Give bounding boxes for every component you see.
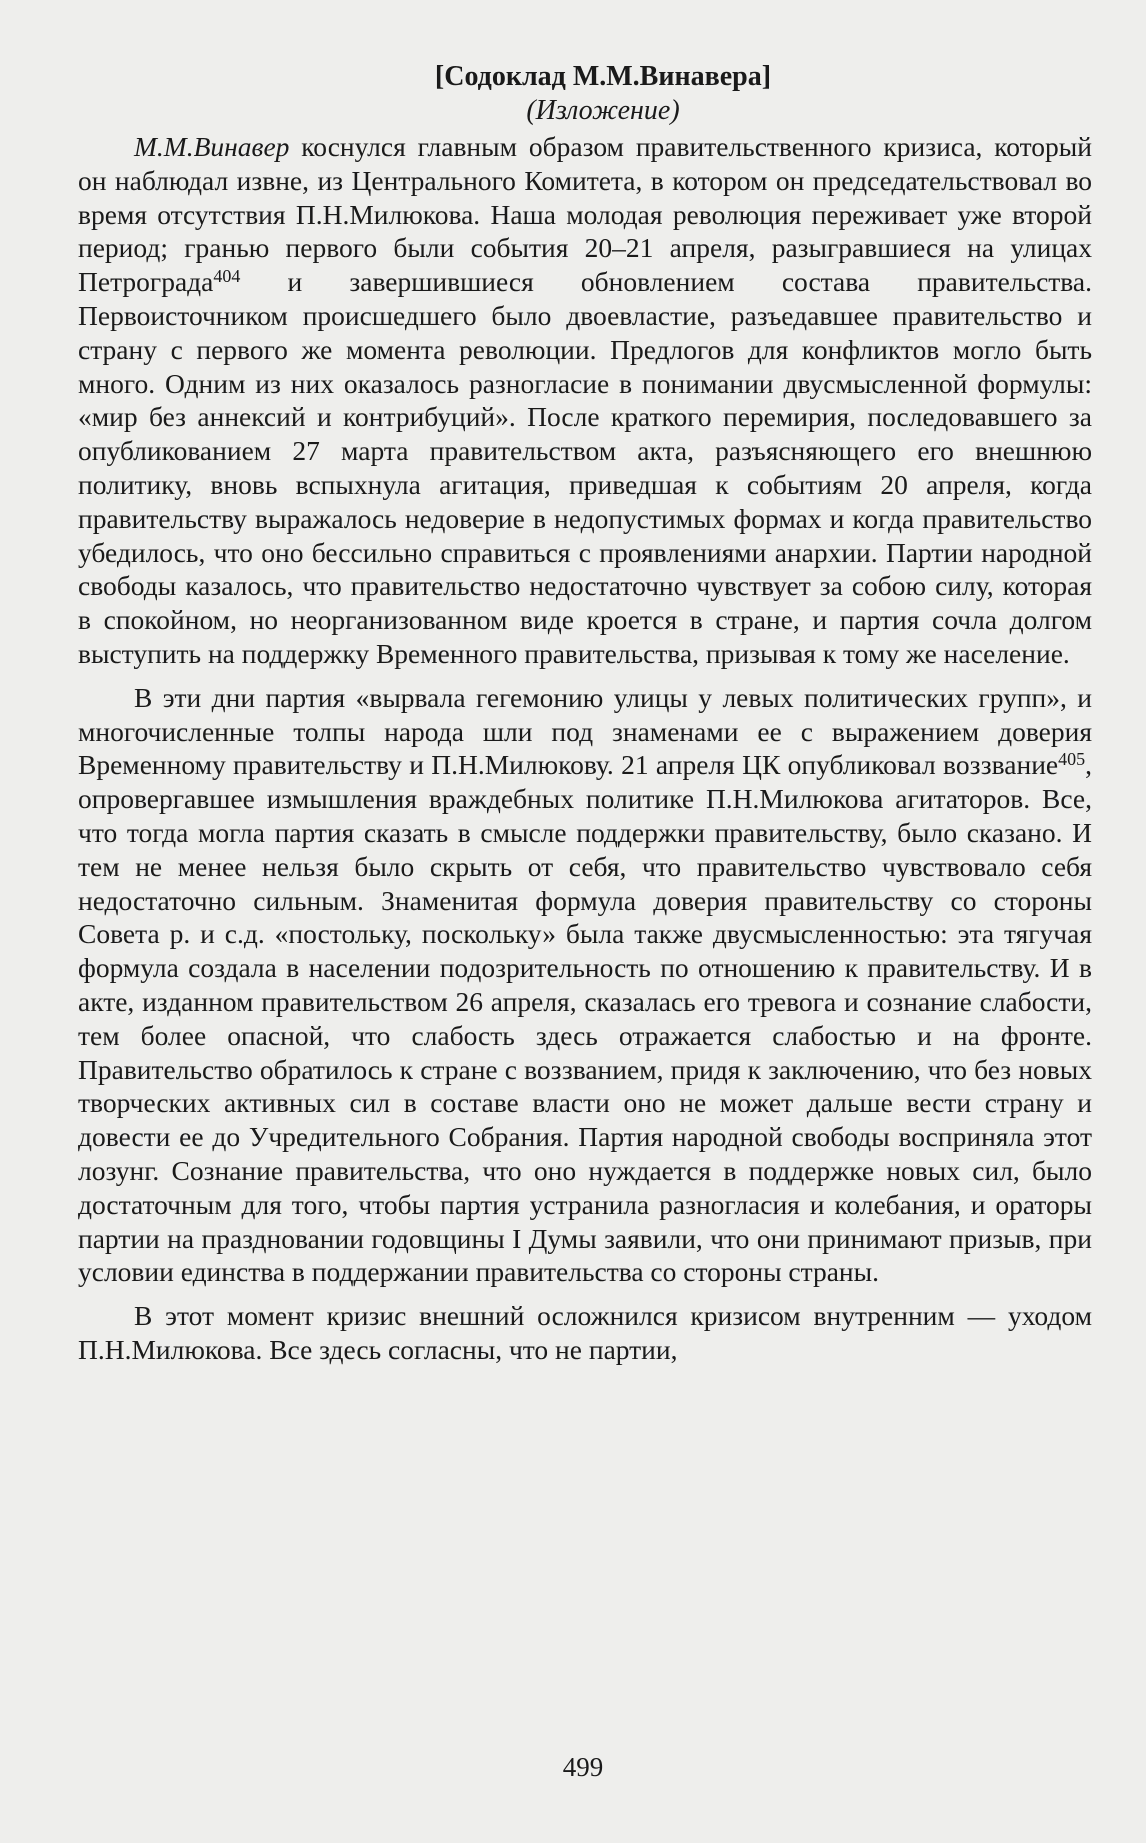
paragraph-2 <box>78 681 1092 1289</box>
footnote-ref-405: 405 <box>1058 749 1086 770</box>
section-subheading: (Изложение) <box>526 95 680 126</box>
footnote-ref-404: 404 <box>213 266 241 287</box>
paragraph-1-text-b: и завершившиеся обновлением состава правительства. Первоисточником происшедшего было двоевластие, разъедавшее правительство и страну с первого же момента революции. Предлогов для конфликтов могло быть много. Одним из них оказалось разногласие в понимании двусмысленной формулы: «мир без аннексий и контрибуций». После краткого перемирия, последовавшего за опубликованием 27 марта правительством акта, разъясняющего его внешнюю политику, вновь вспыхнула агитация, приведшая к событиям 20 апреля, когда правительству выражалось недоверие в недопустимых формах и когда правительство убедилось, что оно бессильно справиться с проявлениями анархии. Партии народной свободы казалось, что правительство недостаточно чувствует за собою силу, которая в спокойном, но неорганизованном виде кроется в стране, и партия сочла долгом выступить на поддержку Временного правительства, призывая к тому же население. <box>78 266 1092 669</box>
paragraph-3 <box>78 1299 1092 1367</box>
page-text <box>78 60 1092 1367</box>
speaker-name: М.М.Винавер <box>134 131 290 162</box>
paragraph-2-text-a: В эти дни партия «вырвала гегемонию улицы у левых политических групп», и многочисленные толпы народа шли под знаменами ее с выражением доверия Временному правительству и П.Н.Милюкову. 21 апреля ЦК опубликовал воззвание <box>78 681 1092 781</box>
paragraph-1-text-a: коснулся главным образом правительственного кризиса, который он наблюдал извне, из Центрального Комитета, в котором он председательствовал во время отсутствия П.Н.Милюкова. Наша молодая революция переживает уже второй период; гранью первого были события 20–21 апреля, разыгравшиеся на улицах Петрограда <box>78 131 1092 298</box>
paragraph-1 <box>78 130 1092 671</box>
paragraph-3-text: В этот момент кризис внешний осложнился кризисом внутренним — уходом П.Н.Милюкова. Все здесь согласны, что не партии, <box>78 1300 1092 1365</box>
paragraph-2-text-b: , опровергавшее измышления враждебных политике П.Н.Милюкова агитаторов. Все, что тогда могла партия сказать в смысле поддержки правительству, было сказано. И тем не менее нельзя было скрыть от себя, что правительство чувствовало себя недостаточно сильным. Знаменитая формула доверия правительству со стороны Совета р. и с.д. «постольку, поскольку» была также двусмысленностью: эта тягучая формула создала в населении подозрительность по отношению к правительству. И в акте, изданном правительством 26 апреля, сказалась его тревога и сознание слабости, тем более опасной, что слабость здесь отражается слабостью и на фронте. Правительство обратилось к стране с воззванием, придя к заключению, что без новых творческих активных сил в составе власти оно не может дальше вести страну и довести ее до Учредительного Собрания. Партия народной свободы восприняла этот лозунг. Сознание правительства, что оно нуждается в поддержке новых сил, было достаточным для того, чтобы партия устранила разногласия и колебания, и ораторы партии на праздновании годовщины I Думы заявили, что они принимают призыв, при условии единства в поддержании правительства со стороны страны. <box>78 749 1092 1288</box>
section-heading: [Содоклад М.М.Винавера] <box>434 61 772 92</box>
page-number: 499 <box>562 1752 604 1782</box>
